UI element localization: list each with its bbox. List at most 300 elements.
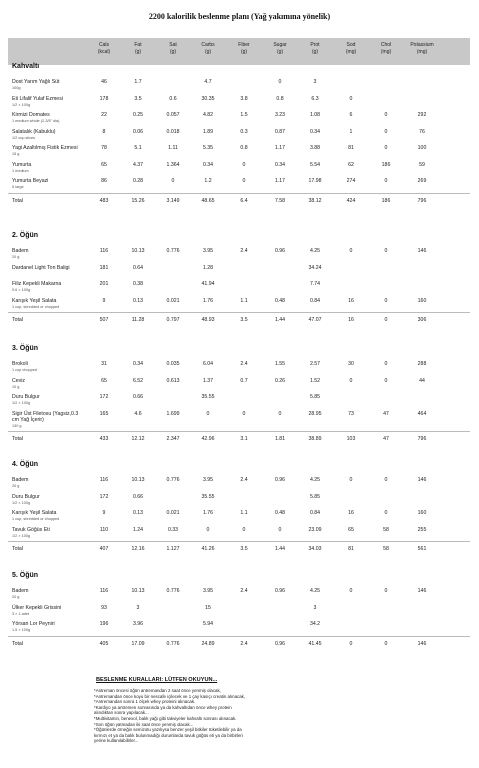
cell-value: 0	[384, 588, 388, 594]
cell-value: 35.55	[201, 394, 215, 400]
cell-value: 181	[99, 264, 109, 271]
cell-value: 76	[419, 128, 425, 135]
cell-value: 12.12	[131, 436, 145, 442]
food-row	[8, 77, 470, 94]
cell-value: 3	[313, 79, 317, 85]
cell-value: 6.52	[132, 377, 144, 384]
cell-value: 81	[348, 145, 354, 151]
cell-value: 34.2	[309, 621, 321, 627]
cell-value: 464	[417, 410, 427, 417]
cell-value: 16	[348, 510, 354, 516]
cell-value: 0.66	[132, 394, 144, 400]
cell-value: 4.25	[309, 588, 321, 594]
cell-value: 116	[99, 588, 109, 594]
rule-line: *Kardiyo ya antremen sonrasında ya da kahvaltıdan önce whey protein	[94, 704, 232, 710]
column-header-label: Sat	[169, 42, 177, 48]
food-name: Yörsan Lor Peyniri	[12, 621, 55, 627]
cell-value: 1.7	[134, 79, 142, 85]
cell-value: 0.48	[274, 510, 286, 516]
cell-value: 3.95	[202, 248, 214, 254]
cell-value: 407	[99, 546, 109, 552]
food-row	[8, 127, 470, 144]
cell-value: 0.13	[132, 510, 144, 516]
column-header-label: Carbs	[201, 42, 215, 48]
cell-value: 1.81	[274, 436, 286, 442]
cell-value: 3.5	[134, 95, 142, 102]
cell-value: 41.94	[201, 281, 215, 287]
food-portion: 5 large	[12, 185, 24, 189]
food-name: Yagi Azaltılmış Fistik Ezmesi	[12, 145, 78, 151]
cell-value: 1.364	[166, 161, 180, 168]
cell-value: 796	[417, 436, 427, 442]
cell-value: 10.13	[131, 248, 145, 254]
food-row	[8, 586, 470, 603]
column-header-label: Chol	[380, 42, 392, 48]
food-name: Badem	[12, 477, 29, 483]
total-row	[8, 541, 470, 559]
cell-value: 0	[384, 248, 388, 254]
cell-value: 0.776	[166, 248, 180, 254]
cell-value: 0.035	[166, 361, 180, 367]
cell-value: 1.44	[274, 546, 286, 552]
column-header	[188, 42, 228, 55]
food-portion: 1 medium whole (2-3/5" dia)	[12, 119, 60, 123]
cell-value: 0	[384, 128, 388, 135]
column-header-label: Sod	[346, 42, 356, 48]
column-header	[402, 42, 442, 55]
cell-value: 0	[349, 377, 353, 384]
cell-value: 47	[383, 410, 389, 417]
cell-value: 30	[348, 361, 354, 367]
cell-value: 44	[419, 377, 425, 384]
cell-value: 17.98	[308, 178, 322, 184]
cell-value: 0	[349, 95, 353, 102]
cell-value: 2.4	[240, 588, 248, 594]
food-portion: 100g	[12, 86, 21, 90]
column-header-label: Prot	[310, 42, 320, 48]
food-portion: 3 × 1 adet	[12, 611, 29, 616]
food-portion: 130 g	[12, 423, 22, 428]
cell-value: 0.06	[132, 128, 144, 135]
food-row	[8, 110, 470, 127]
cell-value: 1.1	[240, 510, 248, 516]
cell-value: 22	[101, 112, 107, 118]
cell-value: 0.34	[309, 128, 321, 135]
cell-value: 1.08	[309, 112, 321, 118]
food-portion: 1.5 × 100g	[12, 628, 31, 632]
column-header-unit: (mg)	[345, 48, 357, 55]
column-header-label: Fat	[134, 42, 142, 48]
cell-value: 0.84	[309, 297, 321, 304]
cell-value: 0.018	[166, 128, 180, 135]
food-name: Duru Bulgur	[12, 493, 40, 500]
food-row	[8, 296, 470, 313]
cell-value: 78	[101, 145, 107, 151]
food-name: Yumurta	[12, 161, 32, 168]
cell-value: 1.28	[202, 264, 214, 271]
column-header	[331, 42, 371, 55]
total-row	[8, 312, 470, 330]
cell-value: 65	[101, 377, 107, 384]
cell-value: 0	[384, 145, 388, 151]
cell-value: 3.96	[132, 621, 144, 627]
food-name: Salatalık (Kabuklu)	[12, 128, 56, 135]
cell-value: 0.84	[309, 510, 321, 516]
cell-value: 6.4	[240, 197, 248, 204]
food-row	[8, 409, 470, 432]
cell-value: 1.52	[309, 377, 321, 384]
cell-value: 3.88	[309, 145, 321, 151]
cell-value: 3.95	[202, 477, 214, 483]
cell-value: 274	[346, 178, 356, 184]
rules-list	[94, 688, 334, 744]
food-row	[8, 376, 470, 393]
cell-value: 507	[99, 317, 109, 323]
cell-value: 0.021	[166, 297, 180, 304]
cell-value: 0	[349, 248, 353, 254]
cell-value: 46	[101, 79, 107, 85]
cell-value: 0	[384, 297, 388, 304]
food-row	[8, 176, 470, 193]
cell-value: 0	[242, 161, 246, 168]
cell-value: 0.057	[166, 112, 180, 118]
cell-value: 7.58	[274, 197, 286, 204]
food-portion: 20 g	[12, 595, 20, 599]
cell-value: 38.89	[308, 436, 322, 442]
cell-value: 160	[417, 297, 427, 304]
cell-value: 35.55	[201, 493, 215, 500]
cell-value: 5.35	[202, 145, 214, 151]
cell-value: 0	[242, 178, 246, 184]
food-portion: 15 g	[12, 152, 20, 156]
cell-value: 10.13	[131, 588, 145, 594]
cell-value: 0	[278, 410, 282, 417]
section-title: 5. Öğün	[12, 572, 39, 579]
cell-value: 0.96	[274, 640, 286, 647]
food-name: Filiz Kepekli Makarna	[12, 281, 62, 287]
cell-value: 86	[101, 178, 107, 184]
cell-value: 116	[99, 477, 109, 483]
cell-value: 0.6	[169, 95, 177, 102]
cell-value: 146	[417, 248, 427, 254]
food-portion: 1/2 × 100g	[12, 533, 31, 538]
section-title: 3. Öğün	[12, 345, 39, 352]
cell-value: 4.37	[132, 161, 144, 168]
cell-value: 30.35	[201, 95, 215, 102]
food-row	[8, 492, 470, 509]
column-header-unit: (g)	[311, 48, 319, 55]
cell-value: 34.03	[308, 546, 322, 552]
cell-value: 1.76	[202, 297, 214, 304]
cell-value: 110	[99, 526, 109, 533]
food-portion: 1 cup chopped	[12, 368, 37, 372]
cell-value: 3	[136, 604, 140, 611]
cell-value: 0.7	[240, 377, 248, 384]
cell-value: 1.17	[274, 145, 286, 151]
cell-value: 1.37	[202, 377, 214, 384]
cell-value: 5.94	[202, 621, 214, 627]
column-header	[260, 42, 300, 55]
food-portion: 20 g	[12, 255, 20, 259]
food-name-cont: cm Yağ İçerir)	[12, 416, 44, 423]
cell-value: 4.25	[309, 477, 321, 483]
cell-value: 47.07	[308, 317, 322, 323]
total-row	[8, 193, 470, 211]
food-portion: 1/2 cup slices	[12, 135, 36, 140]
food-name: Tavuk Göğüs Eti	[12, 526, 50, 533]
cell-value: 23.09	[308, 526, 322, 533]
cell-value: 12.16	[131, 546, 145, 552]
cell-value: 3.5	[240, 317, 248, 323]
cell-value: 0	[242, 410, 246, 417]
cell-value: 0.613	[166, 377, 180, 384]
cell-value: 0	[278, 79, 282, 85]
cell-value: 0	[206, 526, 210, 533]
column-header-label: Potassium	[410, 42, 434, 48]
cell-value: 16	[348, 297, 354, 304]
cell-value: 0	[278, 526, 282, 533]
table-header	[8, 38, 470, 65]
cell-value: 58	[383, 526, 389, 533]
cell-value: 2.57	[309, 361, 321, 367]
cell-value: 201	[99, 281, 109, 287]
cell-value: 0.66	[132, 493, 144, 500]
cell-value: 1.44	[274, 317, 286, 323]
cell-value: 172	[99, 394, 109, 400]
cell-value: 2.4	[240, 477, 248, 483]
section-title: 2. Öğün	[12, 232, 39, 239]
column-header-unit: (g)	[240, 48, 248, 55]
cell-value: 172	[99, 493, 109, 500]
column-header-label: Fiber	[238, 42, 250, 48]
food-row	[8, 160, 470, 177]
food-name: Ülker Kepekli Grissini	[12, 604, 62, 611]
cell-value: 0	[206, 410, 210, 417]
cell-value: 0.34	[274, 161, 286, 168]
cell-value: 0.38	[132, 281, 144, 287]
food-name: Total	[12, 546, 23, 552]
food-name: Dardanel Light Ton Baligi	[12, 264, 70, 271]
cell-value: 1.1	[240, 297, 248, 304]
cell-value: 292	[417, 112, 427, 118]
cell-value: 0.28	[132, 178, 144, 184]
cell-value: 4.82	[202, 112, 214, 118]
column-header-unit: (kcal)	[97, 48, 111, 55]
rule-line: *Multivitamin, benexol, balık yağı gibi takviyeler kahvaltı sonrası alınacak.	[94, 715, 237, 721]
cell-value: 5.1	[134, 145, 142, 151]
cell-value: 0	[384, 640, 388, 647]
cell-value: 2.347	[166, 436, 180, 442]
cell-value: 146	[417, 640, 427, 647]
cell-value: 1.127	[166, 546, 180, 552]
cell-value: 31	[101, 361, 107, 367]
food-portion: 1 cup, shredded or chopped	[12, 304, 60, 309]
cell-value: 15	[205, 604, 211, 611]
food-portion: 1/2 × 100g	[12, 102, 31, 107]
column-header-unit: (g)	[169, 48, 177, 55]
cell-value: 0	[171, 178, 175, 184]
cell-value: 288	[417, 361, 427, 367]
rules-title: BESLENME KURALLARI: LÜTFEN OKUYUN...	[96, 677, 218, 683]
cell-value: 0.33	[167, 526, 179, 533]
cell-value: 0	[384, 112, 388, 118]
cell-value: 0	[384, 477, 388, 483]
cell-value: 1.76	[202, 510, 214, 516]
cell-value: 34.24	[308, 264, 322, 271]
rule-line: *Son öğün yatmadan iki saat önce yenmiş olacak...	[94, 721, 194, 727]
cell-value: 796	[417, 197, 427, 204]
cell-value: 1.699	[166, 410, 180, 417]
cell-value: 1	[349, 128, 353, 135]
cell-value: 58	[383, 546, 389, 552]
column-header	[118, 42, 158, 55]
cell-value: 0.8	[276, 95, 284, 102]
cell-value: 483	[99, 197, 109, 204]
cell-value: 0.3	[240, 128, 248, 135]
food-portion: 0.6 × 100g	[12, 288, 31, 292]
cell-value: 17.09	[131, 640, 145, 647]
cell-value: 59	[419, 161, 425, 168]
section-title: Kahvaltı	[12, 63, 40, 70]
food-name: Karışık Yeşil Salata	[12, 297, 57, 304]
food-row	[8, 94, 470, 111]
cell-value: 8	[102, 128, 106, 135]
cell-value: 0	[384, 178, 388, 184]
cell-value: 186	[381, 161, 391, 168]
cell-value: 146	[417, 588, 427, 594]
food-name: Total	[12, 317, 23, 323]
food-name: Dost Yarım Yağlı Süt	[12, 79, 60, 85]
food-name: Badem	[12, 588, 29, 594]
food-name: Duru Bulgur	[12, 394, 40, 400]
cell-value: 0.34	[202, 161, 214, 168]
food-name: Eti Lifalif Yulaf Ezmesi	[12, 95, 63, 102]
cell-value: 0	[384, 377, 388, 384]
cell-value: 41.26	[201, 546, 215, 552]
column-header	[224, 42, 264, 55]
cell-value: 38.12	[308, 197, 322, 204]
cell-value: 47	[383, 436, 389, 442]
cell-value: 146	[417, 477, 427, 483]
food-row	[8, 619, 470, 636]
cell-value: 269	[417, 178, 427, 184]
cell-value: 0.48	[274, 297, 286, 304]
column-header-unit: (mg)	[416, 48, 428, 55]
cell-value: 48.93	[201, 317, 215, 323]
cell-value: 0.797	[166, 317, 180, 323]
food-row	[8, 359, 470, 376]
cell-value: 0.96	[274, 588, 286, 594]
column-header-label: Cals	[98, 42, 109, 48]
cell-value: 6.04	[202, 361, 214, 367]
cell-value: 4.6	[134, 410, 142, 417]
food-row	[8, 143, 470, 160]
food-row	[8, 279, 470, 296]
cell-value: 62	[348, 161, 354, 168]
cell-value: 0	[349, 477, 353, 483]
cell-value: 0.96	[274, 477, 286, 483]
cell-value: 186	[381, 197, 391, 204]
cell-value: 165	[99, 410, 109, 417]
food-portion: 1/2 × 100g	[12, 401, 31, 405]
cell-value: 0.776	[166, 588, 180, 594]
page-title: 2200 kalorilik beslenme planı (Yağ yakımına yönelik)	[148, 12, 331, 21]
cell-value: 178	[99, 95, 109, 102]
food-portion: 10 g	[12, 384, 20, 389]
cell-value: 160	[417, 510, 427, 516]
food-portion: 20 g	[12, 484, 20, 488]
cell-value: 9	[102, 297, 106, 304]
cell-value: 561	[417, 546, 427, 552]
cell-value: 1.5	[240, 112, 248, 118]
cell-value: 116	[99, 248, 109, 254]
food-name: Ceviz	[12, 377, 25, 384]
food-name: Brokoli	[12, 361, 28, 367]
cell-value: 0.25	[132, 112, 144, 118]
rule-line: *Antremandan sonra 1 ölçek whey proteini alınacak.	[94, 699, 196, 705]
cell-value: 6	[349, 112, 353, 118]
food-name: Badem	[12, 248, 29, 254]
cell-value: 5.85	[309, 394, 321, 400]
cell-value: 0.8	[240, 145, 248, 151]
total-row	[8, 636, 470, 654]
cell-value: 3.5	[240, 546, 248, 552]
cell-value: 5.85	[309, 493, 321, 500]
cell-value: 28.95	[308, 410, 322, 417]
rule-line: *Öğünlerde örneğin semizotu yazılıysa benzer yeşil bitkiler tüketilebilir ya da	[94, 727, 242, 733]
rule-line: *Antreman öncesi öğün antremandan 2 saat önce yenmiş olacak,	[94, 688, 221, 693]
food-row	[8, 263, 470, 280]
cell-value: 1.2	[204, 178, 212, 184]
cell-value: 1.55	[274, 361, 286, 367]
cell-value: 3	[313, 604, 317, 611]
cell-value: 3.23	[274, 112, 286, 118]
food-row	[8, 392, 470, 409]
cell-value: 24.89	[201, 640, 215, 647]
cell-value: 65	[348, 526, 354, 533]
cell-value: 0.34	[132, 361, 144, 367]
cell-value: 405	[99, 640, 109, 647]
column-header	[153, 42, 193, 55]
cell-value: 9	[102, 510, 106, 516]
food-row	[8, 246, 470, 263]
food-row	[8, 475, 470, 492]
cell-value: 196	[99, 621, 109, 627]
cell-value: 3.1	[240, 436, 248, 442]
cell-value: 0	[384, 361, 388, 367]
cell-value: 0	[384, 317, 388, 323]
food-name: Karışık Yeşil Salata	[12, 510, 57, 516]
cell-value: 4.7	[204, 79, 212, 85]
cell-value: 100	[417, 145, 427, 151]
cell-value: 103	[346, 436, 356, 442]
cell-value: 0.26	[274, 377, 286, 384]
cell-value: 0.021	[166, 510, 180, 516]
food-row	[8, 525, 470, 542]
cell-value: 0	[384, 510, 388, 516]
food-name: Sigir Üst Filetosu (Yagsiz,0.3	[12, 410, 79, 417]
rule-line: *Antremandan önce koyu bir nescafe içilecek ve 1 çay kasıçı creatin alınacak,	[94, 693, 246, 699]
cell-value: 15.26	[131, 197, 145, 204]
rule-line: kırmızı et ya da balık bulunmadığı durumlarda tavuk göğüs eti ya da birbirleri	[94, 732, 243, 738]
cell-value: 1.11	[168, 145, 178, 151]
cell-value: 48.65	[201, 197, 215, 204]
cell-value: 0.13	[132, 297, 144, 304]
cell-value: 0.776	[166, 477, 180, 483]
rule-line: yerine kullanılabilirler...	[94, 738, 139, 744]
cell-value: 10.13	[131, 477, 145, 483]
cell-value: 306	[417, 317, 427, 323]
